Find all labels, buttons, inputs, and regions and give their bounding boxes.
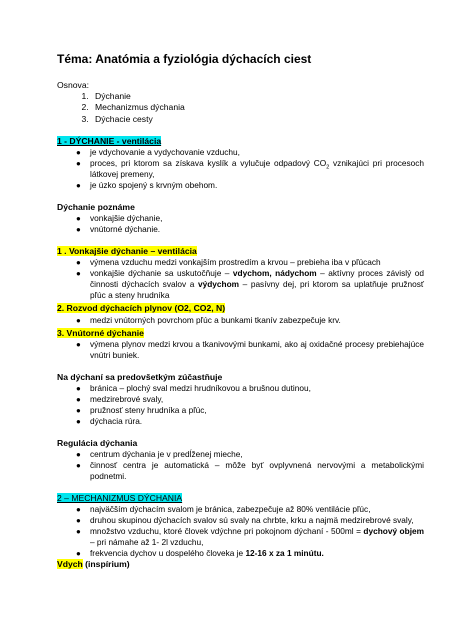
outline-item: 2. Mechanizmus dýchania: [91, 102, 424, 113]
list-item: ● vonkajšie dýchanie,: [76, 213, 163, 224]
heading-vonkajsie: 1 . Vonkajšie dýchanie – ventilácia: [57, 246, 197, 257]
list-item: ● je úzko spojený s krvným obehom.: [76, 180, 218, 191]
section-heading: [57, 328, 424, 339]
bullet-list: [57, 339, 424, 361]
document-title: Téma: Anatómia a fyziológia dýchacích ciest: [57, 52, 312, 66]
heading-rozvod: 2. Rozvod dýchacích plynov (O2, CO2, N): [57, 303, 226, 314]
list-item: ● druhou skupinou dýchacích svalov sú svaly na chrbte, krku a najmä medzirebrové svaly,: [76, 515, 414, 526]
list-item: ● dýchacia rúra.: [76, 416, 143, 427]
subheading-regulacia: Regulácia dýchania: [57, 438, 138, 449]
bullet-list: [57, 449, 424, 482]
bullet-list: [57, 315, 424, 326]
heading-mechanizmus: 2 – MECHANIZMUS DÝCHANIA: [57, 493, 183, 504]
heading-vnutorne: 3. Vnútorné dýchanie: [57, 327, 144, 338]
list-item: ● bránica – plochý sval medzi hrudníkovou a brušnou dutinou,: [76, 383, 311, 394]
list-item: ● výmena plynov medzi krvou a tkanivovými bunkami, ako aj oxidačné procesy prebiehajúce vnútri buniek.: [76, 338, 424, 360]
list-item: ● vonkajšie dýchanie sa uskutočňuje – vdychom, nádychom – aktívny proces závislý od činnosti dýchacích svalov a výdychom – pasívny dej, pri ktorom sa uplatňuje pružnosť pľúc a steny hrudníka: [76, 268, 425, 301]
bullet-list: [57, 383, 424, 427]
list-item: ● frekvencia dychov u dospelého človeka je 12-16 x za 1 minútu.: [76, 548, 324, 559]
bullet-list: [57, 504, 424, 559]
bullet-list: [57, 147, 424, 191]
list-item: ● výmena vzduchu medzi vonkajším prostredím a krvou – prebieha iba v pľúcach: [76, 257, 381, 268]
list-item: ● je vdychovanie a vydychovanie vzduchu,: [76, 147, 240, 158]
list-item: ● činnosť centra je automatická – môže byť ovplyvnená nervovými a metabolickými podnetmi.: [76, 460, 424, 482]
outline-list: [57, 91, 424, 125]
outline-label: Osnova:: [57, 80, 90, 90]
list-item: ● pružnosť steny hrudníka a pľúc,: [76, 405, 207, 416]
list-item: ● najväčším dýchacím svalom je bránica, zabezpečuje až 80% ventilácie pľúc,: [76, 504, 371, 515]
list-item: ● množstvo vzduchu, ktoré človek vdýchne pri pokojnom dýchaní - 500ml = dychový objem – pri námahe až 1- 2l vzduchu,: [76, 526, 424, 548]
list-item: ● proces, pri ktorom sa získava kyslík a vylučuje odpadový $CO_2$ vznikajúci pri procesoch látkovej premeny,: [76, 158, 424, 180]
list-item: ● vnútorné dýchanie.: [76, 224, 161, 235]
section-heading: [57, 246, 424, 257]
subheading-zucastnuje: Na dýchaní sa predovšetkým zúčastňuje: [57, 371, 223, 382]
subheading-vdych: Vdych (inspírium): [57, 559, 130, 570]
list-item: ● centrum dýchania je v predĺženej mieche,: [76, 449, 243, 460]
list-item: ● medzi vnútorných povrchom pľúc a bunkami tkanív zabezpečuje krv.: [76, 314, 341, 325]
outline-item: 1. Dýchanie: [91, 91, 424, 102]
section-heading: [57, 136, 424, 147]
heading-dychanie: 1 - DÝCHANIE - ventilácia: [57, 135, 162, 146]
outline-item: 3. Dýchacie cesty: [91, 114, 424, 125]
section-heading: [57, 493, 424, 504]
section-heading: [57, 303, 424, 314]
bullet-list: [57, 213, 424, 235]
list-item: ● medzirebrové svaly,: [76, 394, 164, 405]
bullet-list: [57, 257, 424, 301]
subheading-poznane: Dýchanie poznáme: [57, 202, 135, 213]
